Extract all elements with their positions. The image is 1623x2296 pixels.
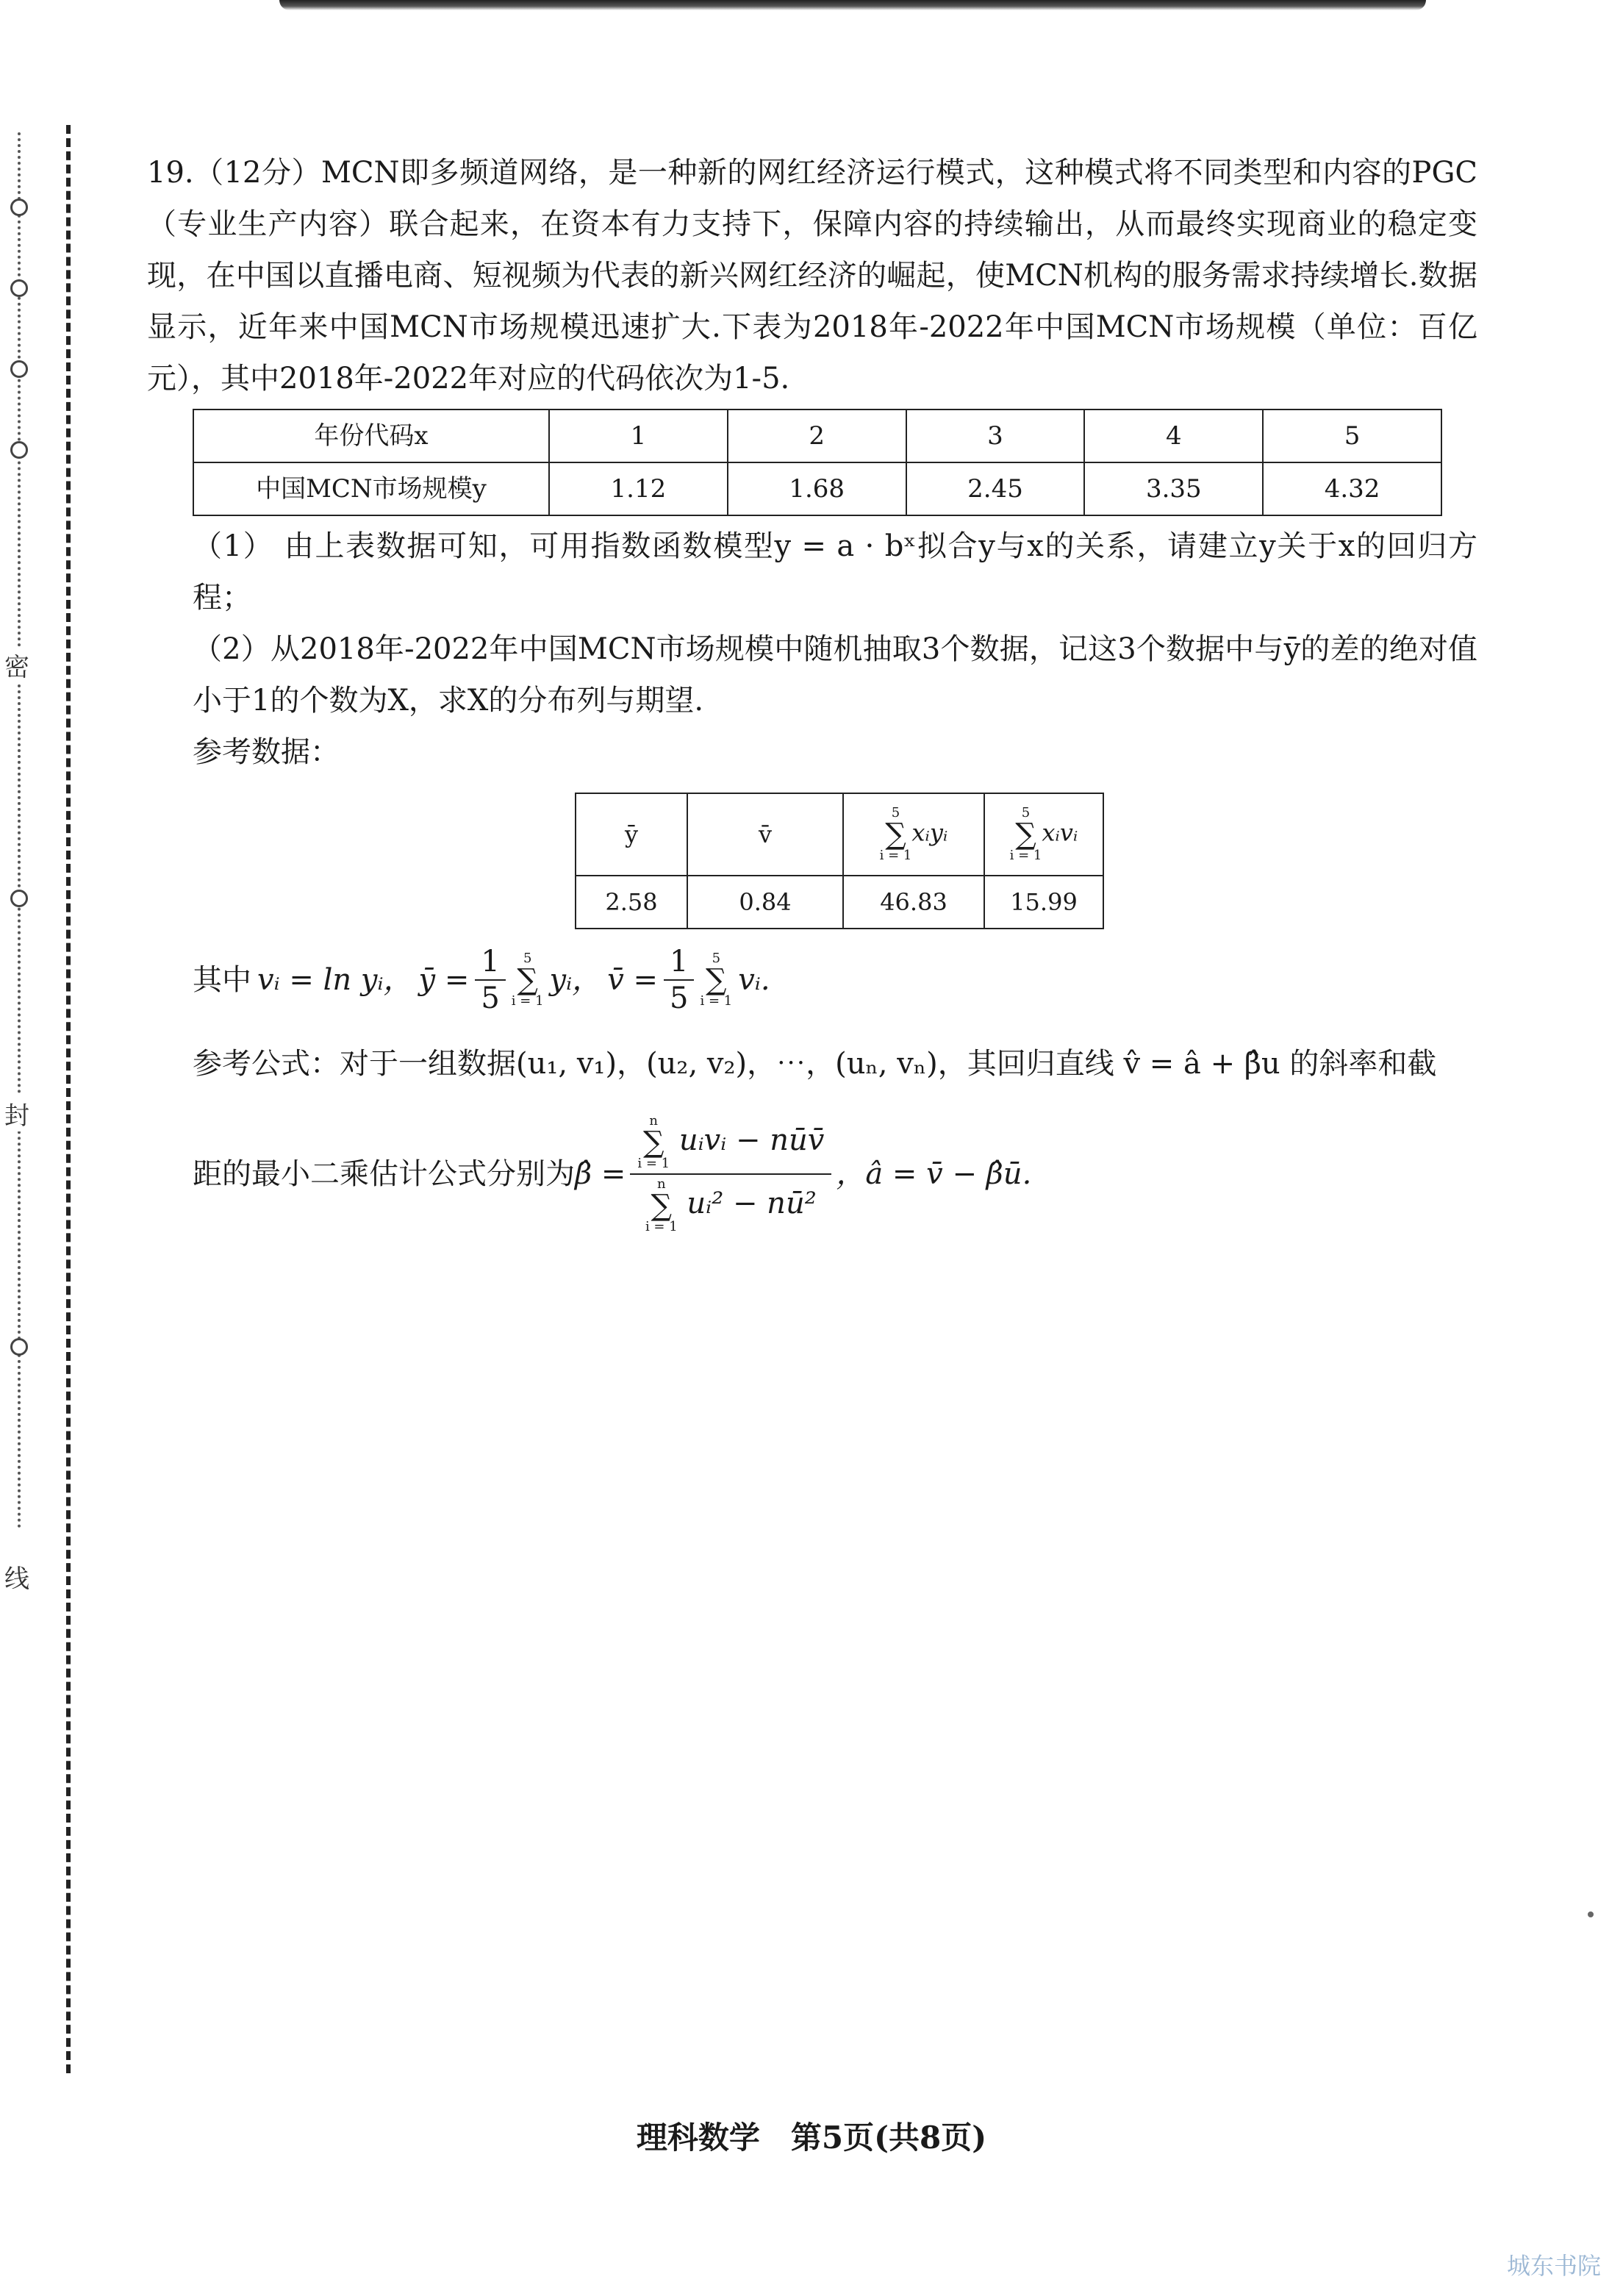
scan-speck <box>1588 1911 1594 1917</box>
table-cell: 2.45 <box>906 462 1085 515</box>
punch-hole <box>10 360 28 378</box>
def-v: vᵢ = ln yᵢ， <box>257 963 413 997</box>
def-vterm: vᵢ. <box>738 963 770 997</box>
sum-symbol: 5 ∑ i = 1 <box>511 951 544 1009</box>
def-yterm: yᵢ， <box>549 963 602 997</box>
table-row <box>193 462 1441 515</box>
sum-symbol: n ∑ i = 1 <box>645 1176 678 1234</box>
table-cell: 3.35 <box>1084 462 1263 515</box>
formula-prefix: 距的最小二乘估计公式分别为 <box>193 1157 575 1191</box>
ref-header-ybar: ȳ <box>576 793 687 876</box>
sum-symbol: 5 ∑ i = 1 <box>1009 805 1042 863</box>
def-ybar: ȳ = <box>418 963 470 997</box>
table-row <box>576 876 1103 929</box>
seal-char: 线 <box>4 1559 29 1595</box>
watermark: 城东书院 <box>1506 2252 1601 2280</box>
def-vbar: v̄ = <box>607 963 659 997</box>
data-table <box>193 409 1442 516</box>
sum-symbol: n ∑ i = 1 <box>637 1113 670 1171</box>
table-cell: 4.32 <box>1263 462 1441 515</box>
least-squares-formula <box>147 1112 1477 1237</box>
question-part-2: （2）从2018年-2022年中国MCN市场规模中随机抽取3个数据，记这3个数据中与ȳ的差的绝对值小于1的个数为X，求X的分布列与期望. <box>193 632 1477 718</box>
table-cell: 3 <box>906 410 1085 462</box>
table-row <box>193 410 1441 462</box>
table-cell: 4 <box>1084 410 1263 462</box>
table-cell: 2.58 <box>576 876 687 929</box>
beta-numerator: uᵢvᵢ − nūv̄ <box>678 1123 825 1157</box>
alpha-formula: ，â = v̄ − β̂ū. <box>836 1157 1032 1191</box>
reference-formula-text: 参考公式：对于一组数据(u₁, v₁)，(u₂, v₂)，⋯，(uₙ, vₙ)，其回归直线 v̂ = â + β̂u 的斜率和截 <box>193 1047 1437 1081</box>
ref-header-sum-xy: 5 ∑ i = 1 xᵢyᵢ <box>843 793 984 876</box>
dotted-line <box>18 132 21 1529</box>
punch-hole <box>10 279 28 297</box>
table-cell: 2 <box>728 410 906 462</box>
punch-hole <box>10 199 28 216</box>
where-definitions <box>147 944 1477 1016</box>
binding-margin <box>0 118 81 2088</box>
ref-header-sum-xv: 5 ∑ i = 1 xᵢvᵢ <box>984 793 1103 876</box>
question-body <box>147 147 1477 1237</box>
beta-denominator: uᵢ² − nū² <box>687 1187 817 1220</box>
table-header-x: 年份代码x <box>193 410 549 462</box>
punch-hole <box>10 441 28 459</box>
table-cell: 46.83 <box>843 876 984 929</box>
table-cell: 15.99 <box>984 876 1103 929</box>
punch-hole <box>10 890 28 907</box>
question-intro: 19.（12分）MCN即多频道网络，是一种新的网红经济运行模式，这种模式将不同类型和内容的PGC（专业生产内容）联合起来，在资本有力支持下，保障内容的持续输出，从而最终实现商业的稳定变现，在中国以直播电商、短视频为代表的新兴网红经济的崛起，使MCN机构的服务需求持续增长.数据显示，近年来中国MCN市场规模迅速扩大.下表为2018年-2022年中国MCN市场规模（单位：百亿元），其中2018年-2022年对应的代码依次为1-5. <box>147 156 1477 396</box>
reference-table <box>575 793 1104 929</box>
question-part-1: （1） 由上表数据可知，可用指数函数模型y = a · bˣ拟合y与x的关系，请建立y关于x的回归方程； <box>193 529 1477 615</box>
table-cell: 0.84 <box>687 876 843 929</box>
where-prefix: 其中 <box>193 963 251 997</box>
table-row <box>576 793 1103 876</box>
beta-fraction <box>630 1112 831 1237</box>
reference-data-label: 参考数据： <box>193 735 340 769</box>
page-footer: 理科数学 第5页(共8页) <box>636 2120 987 2156</box>
table-cell: 5 <box>1263 410 1441 462</box>
sum-symbol: 5 ∑ i = 1 <box>879 805 912 863</box>
table-cell: 1 <box>549 410 728 462</box>
seal-char: 密 <box>4 647 29 683</box>
scan-top-edge <box>279 0 1426 10</box>
punch-hole <box>10 1338 28 1356</box>
table-cell: 1.12 <box>549 462 728 515</box>
sum-symbol: 5 ∑ i = 1 <box>700 951 733 1009</box>
fraction-one-fifth: $\frac{1}{5}$ <box>664 944 694 1016</box>
table-cell: 1.68 <box>728 462 906 515</box>
table-header-y: 中国MCN市场规模y <box>193 462 549 515</box>
beta-hat: β̂ = <box>575 1157 626 1191</box>
dashed-seal-line <box>66 125 71 2073</box>
ref-header-vbar: v̄ <box>687 793 843 876</box>
fraction-one-fifth: $\frac{1}{5}$ <box>475 944 505 1016</box>
seal-char: 封 <box>4 1095 29 1131</box>
